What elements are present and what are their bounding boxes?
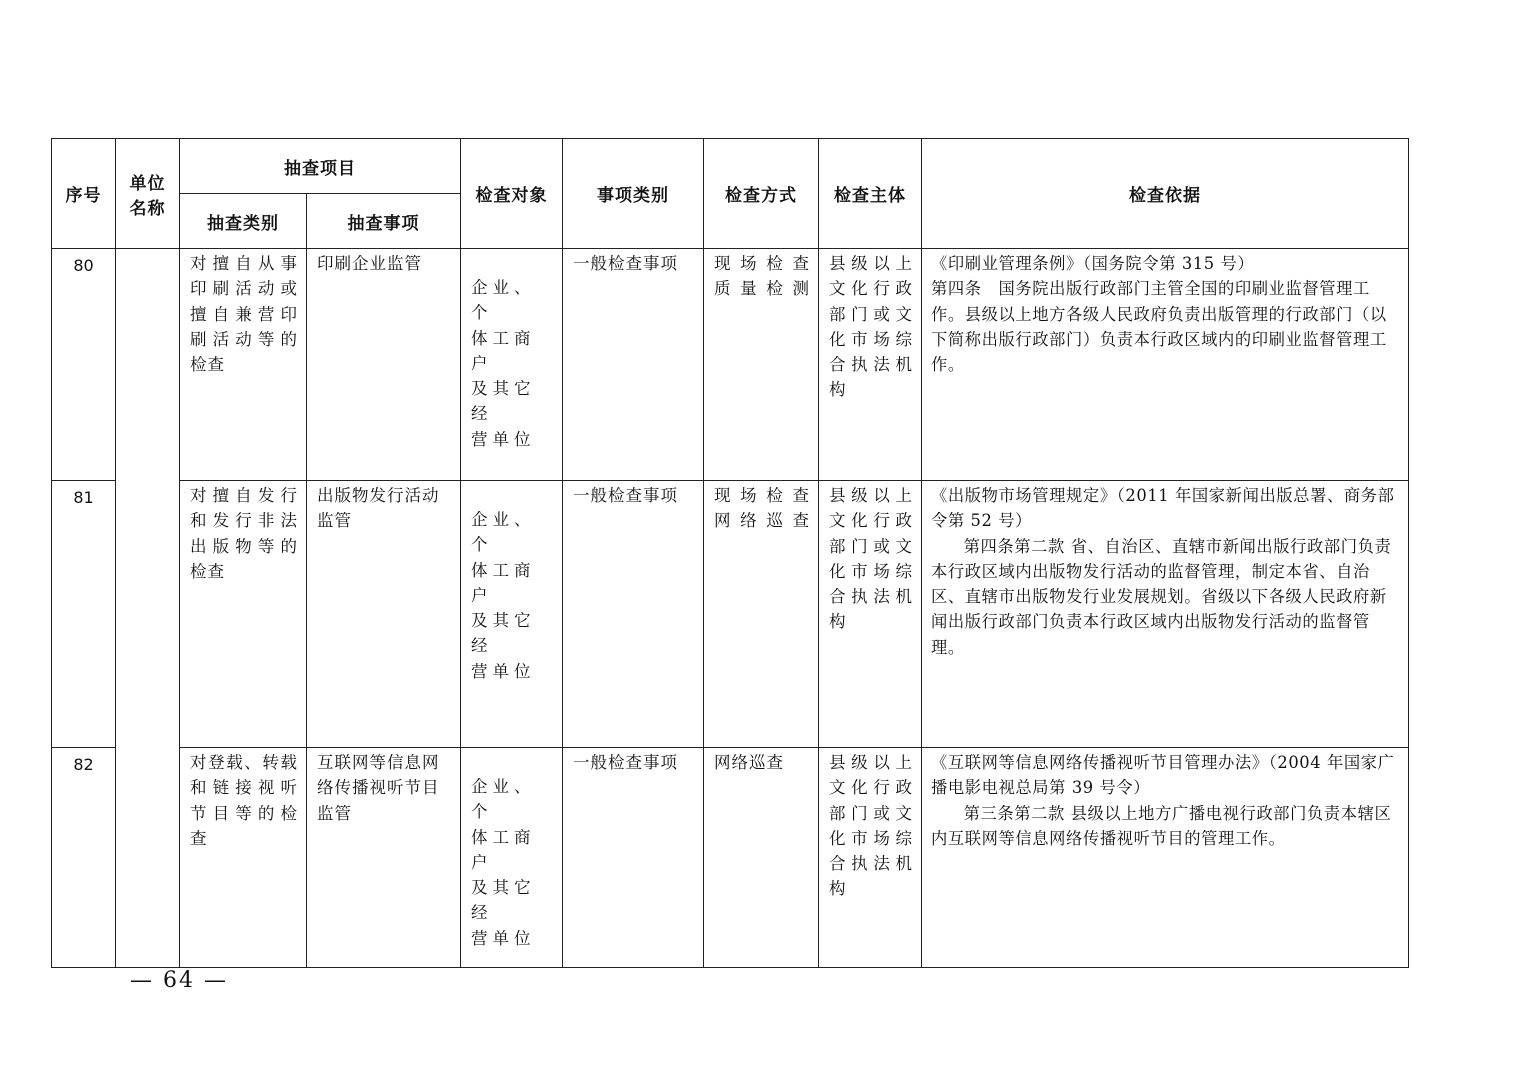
method-line: 网络巡查 <box>714 753 784 772</box>
category-line: 节目等的检 <box>190 803 298 823</box>
inspection-method <box>704 249 819 481</box>
table-row <box>52 249 1409 481</box>
header-spot-check-matter: 抽查事项 <box>307 194 461 249</box>
matter-line: 监管 <box>317 803 352 823</box>
inspection-table <box>51 138 1409 968</box>
inspection-subject <box>819 748 922 968</box>
subject-line: 合执法机 <box>829 854 913 874</box>
object-line: 及其它经 <box>471 611 536 656</box>
spot-check-matter <box>307 481 461 748</box>
inspection-basis <box>922 748 1409 968</box>
inspection-basis <box>922 481 1409 748</box>
subject-line: 文化行政 <box>829 778 913 798</box>
header-unit-line2: 名称 <box>129 198 166 219</box>
basis-title: 《互联网等信息网络传播视听节目管理办法》（2004 年国家广播电影电视总局第 39 号令） <box>931 753 1395 798</box>
object-line: 企业、个 <box>471 510 536 555</box>
header-spot-check-items: 抽查项目 <box>180 139 461 194</box>
matter-line: 互联网等信息网 <box>317 753 440 772</box>
object-line: 体工商户 <box>471 328 536 373</box>
subject-line: 化市场综 <box>829 828 913 848</box>
category-line: 查 <box>190 828 208 848</box>
unit-name-cell <box>116 249 180 968</box>
inspection-basis <box>922 249 1409 481</box>
category-line: 检查 <box>190 355 225 375</box>
method-line: 质量检测 <box>714 279 810 299</box>
category-line: 对登载、转载 <box>190 753 298 772</box>
header-inspection-basis: 检查依据 <box>922 139 1409 249</box>
category-line: 印刷活动或 <box>190 279 298 299</box>
inspection-subject <box>819 249 922 481</box>
item-category: 一般检查事项 <box>563 249 704 481</box>
header-inspection-method: 检查方式 <box>704 139 819 249</box>
object-line: 营单位 <box>471 928 536 948</box>
category-line: 擅自兼营印 <box>190 304 298 324</box>
row-seq: 81 <box>52 481 116 748</box>
basis-title: 《出版物市场管理规定》（2011 年国家新闻出版总署、商务部令第 52 号） <box>931 486 1395 531</box>
header-unit-name <box>116 139 180 249</box>
header-spot-check-category: 抽查类别 <box>180 194 307 249</box>
method-line: 现场检查 <box>714 254 810 273</box>
subject-line: 县级以上 <box>829 753 913 772</box>
inspection-object <box>461 481 563 748</box>
spot-check-matter <box>307 249 461 481</box>
category-line: 和发行非法 <box>190 511 298 531</box>
row-seq: 82 <box>52 748 116 968</box>
item-category: 一般检查事项 <box>563 481 704 748</box>
page-number: — 64 — <box>130 968 228 993</box>
subject-line: 构 <box>829 380 847 400</box>
object-line: 营单位 <box>471 661 536 681</box>
item-category: 一般检查事项 <box>563 748 704 968</box>
header-inspection-subject: 检查主体 <box>819 139 922 249</box>
row-seq: 80 <box>52 249 116 481</box>
subject-line: 部门或文 <box>829 803 913 823</box>
subject-line: 合执法机 <box>829 587 913 607</box>
spot-check-category <box>180 249 307 481</box>
table-row <box>52 481 1409 748</box>
category-line: 检查 <box>190 561 225 581</box>
subject-line: 化市场综 <box>829 561 913 581</box>
header-item-category: 事项类别 <box>563 139 704 249</box>
matter-line: 印刷企业监管 <box>317 254 422 273</box>
basis-body: 第三条第二款 县级以上地方广播电视行政部门负责本辖区内互联网等信息网络传播视听节目的管理工作。 <box>931 803 1392 848</box>
inspection-object <box>461 249 563 481</box>
table-row <box>52 748 1409 968</box>
spot-check-category <box>180 481 307 748</box>
basis-title: 《印刷业管理条例》（国务院令第 315 号） <box>931 254 1255 273</box>
spot-check-matter <box>307 748 461 968</box>
subject-line: 部门或文 <box>829 536 913 556</box>
method-line: 网络巡查 <box>714 511 810 531</box>
subject-line: 合执法机 <box>829 355 913 375</box>
object-line: 及其它经 <box>471 878 536 923</box>
matter-line: 监管 <box>317 511 352 531</box>
subject-line: 文化行政 <box>829 511 913 531</box>
spot-check-category <box>180 748 307 968</box>
category-line: 和链接视听 <box>190 778 298 798</box>
inspection-method <box>704 748 819 968</box>
inspection-object <box>461 748 563 968</box>
subject-line: 构 <box>829 612 847 632</box>
object-line: 企业、个 <box>471 777 536 822</box>
object-line: 体工商户 <box>471 560 536 605</box>
basis-body: 第四条 国务院出版行政部门主管全国的印刷业监督管理工作。县级以上地方各级人民政府负责出版管理的行政部门（以下简称出版行政部门）负责本行政区域内的印刷业监督管理工作。 <box>931 279 1387 375</box>
subject-line: 县级以上 <box>829 254 913 273</box>
subject-line: 文化行政 <box>829 279 913 299</box>
inspection-subject <box>819 481 922 748</box>
subject-line: 部门或文 <box>829 304 913 324</box>
subject-line: 构 <box>829 879 847 899</box>
object-line: 企业、个 <box>471 278 536 323</box>
category-line: 刷活动等的 <box>190 329 298 349</box>
header-seq: 序号 <box>52 139 116 249</box>
category-line: 出版物等的 <box>190 536 298 556</box>
object-line: 营单位 <box>471 429 536 449</box>
matter-line: 络传播视听节目 <box>317 778 440 798</box>
object-line: 及其它经 <box>471 379 536 424</box>
category-line: 对擅自从事 <box>190 254 298 273</box>
method-line: 现场检查 <box>714 486 810 505</box>
basis-body: 第四条第二款 省、自治区、直辖市新闻出版行政部门负责本行政区域内出版物发行活动的监督管理，制定本省、自治区、直辖市出版物发行业发展规划。省级以下各级人民政府新闻出版行政部门负责本行政区域内出版物发行活动的监督管理。 <box>931 536 1392 657</box>
inspection-method <box>704 481 819 748</box>
object-line: 体工商户 <box>471 827 536 872</box>
header-inspection-object: 检查对象 <box>461 139 563 249</box>
category-line: 对擅自发行 <box>190 486 298 505</box>
subject-line: 化市场综 <box>829 329 913 349</box>
header-unit-line1: 单位 <box>129 173 166 194</box>
matter-line: 出版物发行活动 <box>317 486 440 505</box>
subject-line: 县级以上 <box>829 486 913 505</box>
